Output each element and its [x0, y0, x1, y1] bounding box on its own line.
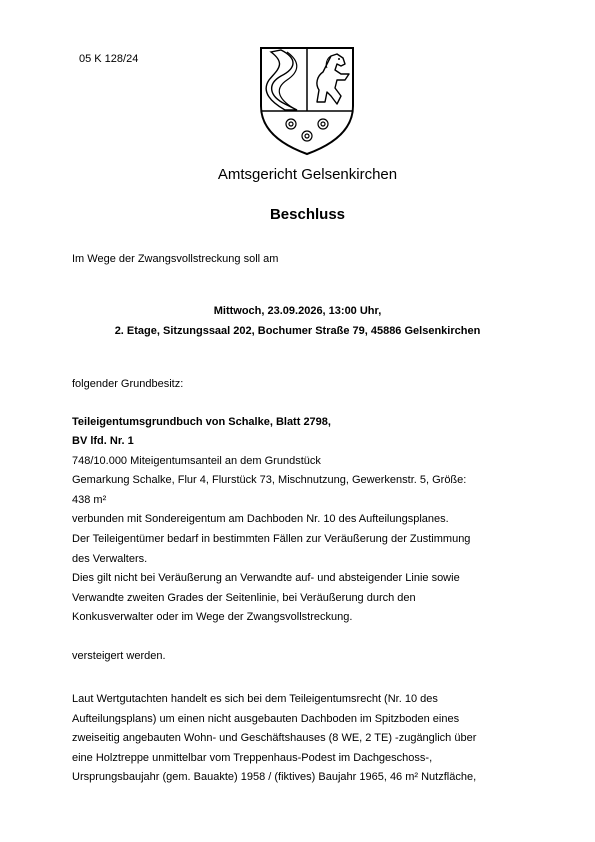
special-property: verbunden mit Sondereigentum am Dachboden Nr. 10 des Aufteilungsplanes.	[72, 513, 449, 525]
paragraph-line: zweiseitig angebauten Wohn- und Geschäftshauses (8 WE, 2 TE) -zugänglich über	[72, 732, 477, 744]
intro-text: Im Wege der Zwangsvollstreckung soll am	[72, 253, 279, 265]
court-name: Amtsgericht Gelsenkirchen	[217, 166, 398, 183]
ownership-share: 748/10.000 Miteigentumsanteil an dem Grundstück	[72, 454, 321, 467]
auction-statement: versteigert werden.	[72, 650, 166, 662]
paragraph-line: Der Teileigentümer bedarf in bestimmten Fällen zur Veräußerung der Zustimmung	[72, 533, 471, 545]
paragraph-line: Ursprungsbaujahr (gem. Bauakte) 1958 / (fiktives) Baujahr 1965, 46 m² Nutzfläche,	[72, 771, 477, 783]
hearing-location: 2. Etage, Sitzungssaal 202, Bochumer Straße 79, 45886 Gelsenkirchen	[114, 325, 481, 337]
property-section	[72, 375, 466, 530]
document-title: Beschluss	[269, 206, 346, 223]
bv-number: BV lfd. Nr. 1	[72, 435, 134, 447]
appraisal-paragraph	[72, 690, 476, 788]
paragraph-line: des Verwalters.	[72, 552, 148, 565]
parcel-area: 438 m²	[72, 493, 107, 506]
paragraph-line: Aufteilungsplans) um einen nicht ausgebauten Dachboden im Spitzboden eines	[72, 712, 460, 725]
case-number: 05 K 128/24	[79, 53, 139, 65]
paragraph-line: eine Holztreppe unmittelbar vom Treppenhaus-Podest im Dachgeschoss-,	[72, 751, 433, 764]
coat-of-arms-emblem	[257, 44, 357, 156]
hearing-date: Mittwoch, 23.09.2026, 13:00 Uhr,	[213, 305, 382, 317]
paragraph-line: Dies gilt nicht bei Veräußerung an Verwandte auf- und absteigender Linie sowie	[72, 572, 460, 584]
consent-paragraph	[72, 530, 470, 628]
land-register-entry: Teileigentumsgrundbuch von Schalke, Blatt 2798,	[72, 415, 331, 428]
paragraph-line: Konkusverwalter oder im Wege der Zwangsvollstreckung.	[72, 611, 353, 623]
hearing-details	[0, 301, 595, 341]
property-label: folgender Grundbesitz:	[72, 378, 184, 390]
parcel-description: Gemarkung Schalke, Flur 4, Flurstück 73, Mischnutzung, Gewerkenstr. 5, Größe:	[72, 474, 467, 486]
paragraph-line: Laut Wertgutachten handelt es sich bei dem Teileigentumsrecht (Nr. 10 des	[72, 693, 438, 705]
paragraph-line: Verwandte zweiten Grades der Seitenlinie, bei Veräußerung durch den	[72, 591, 416, 604]
